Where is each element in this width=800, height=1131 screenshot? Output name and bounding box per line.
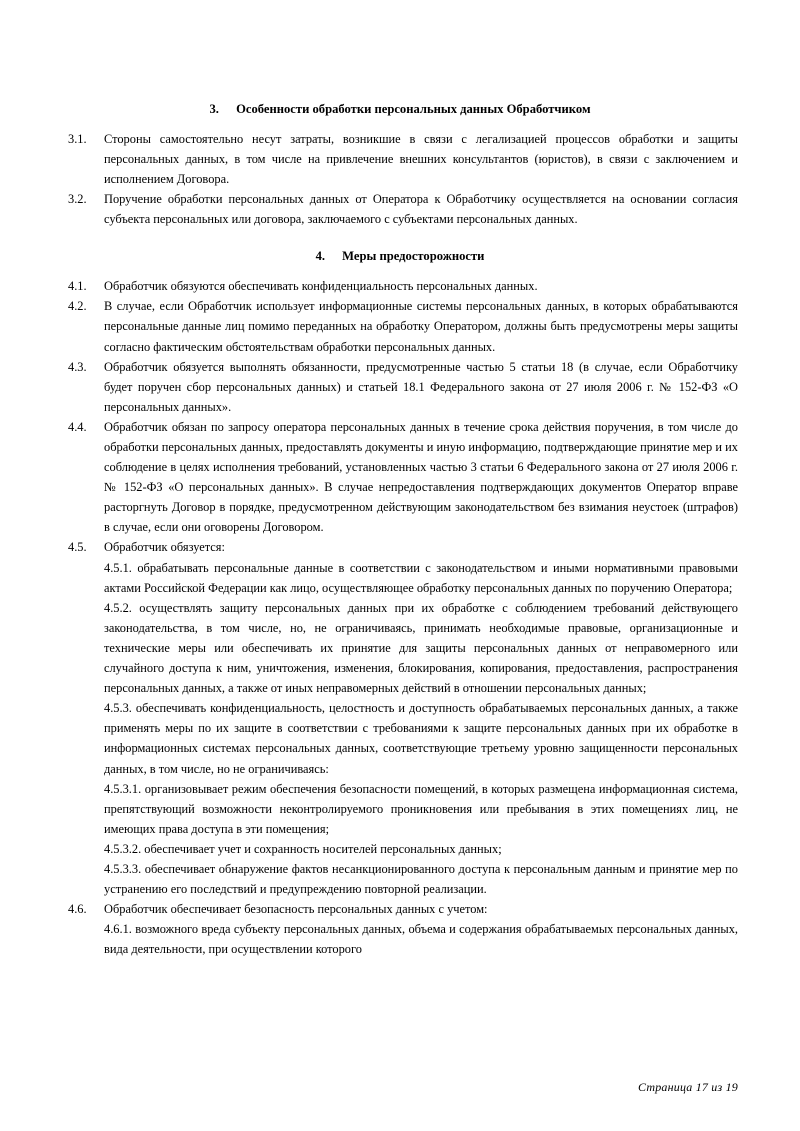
clause-3-2-number: 3.2. [68, 192, 87, 207]
subclause-4-5-2-text: осуществлять защиту персональных данных при их обработке с соблюдением требований действующего законодательства, в том числе, но, не ограничиваясь, принимать необходимые правовые, организационные и технические меры или обеспечивать их принятие для защиты персональных данных от неправомерного или случайного доступа к ним, уничтожения, изменения, блокирования, копирования, предоставления, распространения персональных данных, а также от иных неправомерных действий в отношении персональных данных; [104, 600, 738, 696]
clause-3-1 [62, 129, 738, 189]
section-3-title: Особенности обработки персональных данных Обработчиком [236, 102, 591, 116]
subclause-4-6-1-text: возможного вреда субъекту персональных данных, объема и содержания обрабатываемых персональных данных, вида деятельности, при осуществлении которого [104, 922, 738, 957]
subclause-4-5-3-2-number: 4.5.3.2. [104, 841, 142, 856]
clause-3-2 [62, 189, 738, 229]
section-heading-4 [62, 247, 738, 266]
subclause-4-5-1 [104, 558, 738, 598]
subclause-4-5-3-number: 4.5.3. [104, 701, 132, 716]
subclause-4-5-3-2-text: обеспечивает учет и сохранность носителей персональных данных; [144, 841, 502, 856]
clause-4-2-number: 4.2. [68, 299, 87, 314]
clause-4-2 [62, 296, 738, 356]
clause-4-3-number: 4.3. [68, 359, 87, 374]
clause-4-1 [62, 276, 738, 296]
subclause-4-5-3-1-text: организовывает режим обеспечения безопасности помещений, в которых размещена информационная система, препятствующий возможности неконтролируемого проникновения или пребывания в этих помещениях лиц, не имеющих права доступа в эти помещения; [104, 781, 738, 836]
section-3-number: 3. [209, 102, 219, 116]
subclause-4-5-3-3-number: 4.5.3.3. [104, 861, 142, 876]
section-4-title: Меры предосторожности [342, 249, 485, 264]
section-heading-3 [62, 100, 738, 119]
clause-3-1-text: Стороны самостоятельно несут затраты, возникшие в связи с легализацией процессов обработки и защиты персональных данных, в том числе на привлечение внешних консультантов (юристов), в связи с заключением и исполнением Договора. [104, 131, 738, 187]
subclause-4-5-3-3 [104, 859, 738, 899]
clause-4-3-text: Обработчик обязуется выполнять обязанности, предусмотренные частью 5 статьи 18 (в случае, если Обработчику будет поручен сбор персональных данных) и статьей 18.1 Федерального закона от 27 июля 2006 г. № 152-ФЗ «О персональных данных». [104, 359, 738, 414]
clause-3-1-number: 3.1. [68, 131, 87, 146]
clause-4-1-text: Обработчик обязуются обеспечивать конфиденциальность персональных данных. [104, 279, 538, 294]
clause-4-2-text: В случае, если Обработчик использует информационные системы персональных данных, в которых обрабатываются персональные данные лиц помимо переданных на обработку Оператором, должны быть предусмотрены меры защиты согласно фактическим обстоятельствам обработки персональных данных. [104, 299, 738, 354]
clause-4-4 [62, 417, 738, 538]
clause-3-2-text: Поручение обработки персональных данных от Оператора к Обработчику осуществляется на основании согласия субъекта персональных или договора, заключаемого с субъектами персональных данных. [104, 192, 738, 227]
clause-4-6-number: 4.6. [68, 902, 87, 917]
subclause-4-6-1-number: 4.6.1. [104, 922, 132, 937]
clause-4-6 [62, 899, 738, 919]
section-4-number: 4. [315, 249, 326, 264]
subclause-4-5-2 [104, 598, 738, 698]
page-footer: Страница 17 из 19 [637, 1079, 738, 1094]
document-body [62, 100, 738, 959]
clause-4-5 [62, 537, 738, 557]
subclause-4-5-2-number: 4.5.2. [104, 600, 132, 615]
subclause-4-5-3-3-text: обеспечивает обнаружение фактов несанкционированного доступа к персональным данным и принятие мер по устранению его последствий и предупреждению повторной реализации. [104, 861, 738, 897]
subclause-4-6-1 [104, 919, 738, 959]
clause-4-5-text: Обработчик обязуется: [104, 540, 225, 555]
subclause-4-5-3-2 [104, 839, 738, 859]
subclause-4-5-1-number: 4.5.1. [104, 560, 132, 575]
clause-4-1-number: 4.1. [68, 279, 87, 294]
subclause-4-5-3-1 [104, 779, 738, 839]
subclause-4-5-3-text: обеспечивать конфиденциальность, целостность и доступность обрабатываемых персональных данных, а также применять меры по их защите в соответствии с требованиями к защите персональных данных при их обработке в информационных системах персональных данных, соответствующие третьему уровню защищенности персональных данных, в том числе, но не ограничиваясь: [104, 701, 738, 776]
section-spacer [62, 229, 738, 247]
clause-4-6-text: Обработчик обеспечивает безопасность персональных данных с учетом: [104, 902, 488, 917]
clause-4-5-number: 4.5. [68, 540, 87, 555]
clause-4-4-text: Обработчик обязан по запросу оператора персональных данных в течение срока действия поручения, в том числе до обработки персональных данных, предоставлять документы и иную информацию, подтверждающие принятие мер и их соблюдение в целях исполнения требований, установленных частью 3 статьи 6 Федерального закона от 27 июля 2006 г. № 152-ФЗ «О персональных данных». В случае непредоставления подтверждающих документов Оператор вправе расторгнуть Договор в порядке, предусмотренном действующим законодательством без взимания неустоек (штрафов) в случае, если они оговорены Договором. [104, 419, 738, 535]
subclause-4-5-3-1-number: 4.5.3.1. [104, 781, 142, 796]
clause-4-4-number: 4.4. [68, 419, 87, 434]
subclause-4-5-1-text: обрабатывать персональные данные в соответствии с законодательством и иными нормативными правовыми актами Российской Федерации как лицо, осуществляющее обработку персональных данных по поручению Оператора; [104, 560, 738, 595]
clause-4-3 [62, 357, 738, 417]
subclause-4-5-3 [104, 698, 738, 778]
